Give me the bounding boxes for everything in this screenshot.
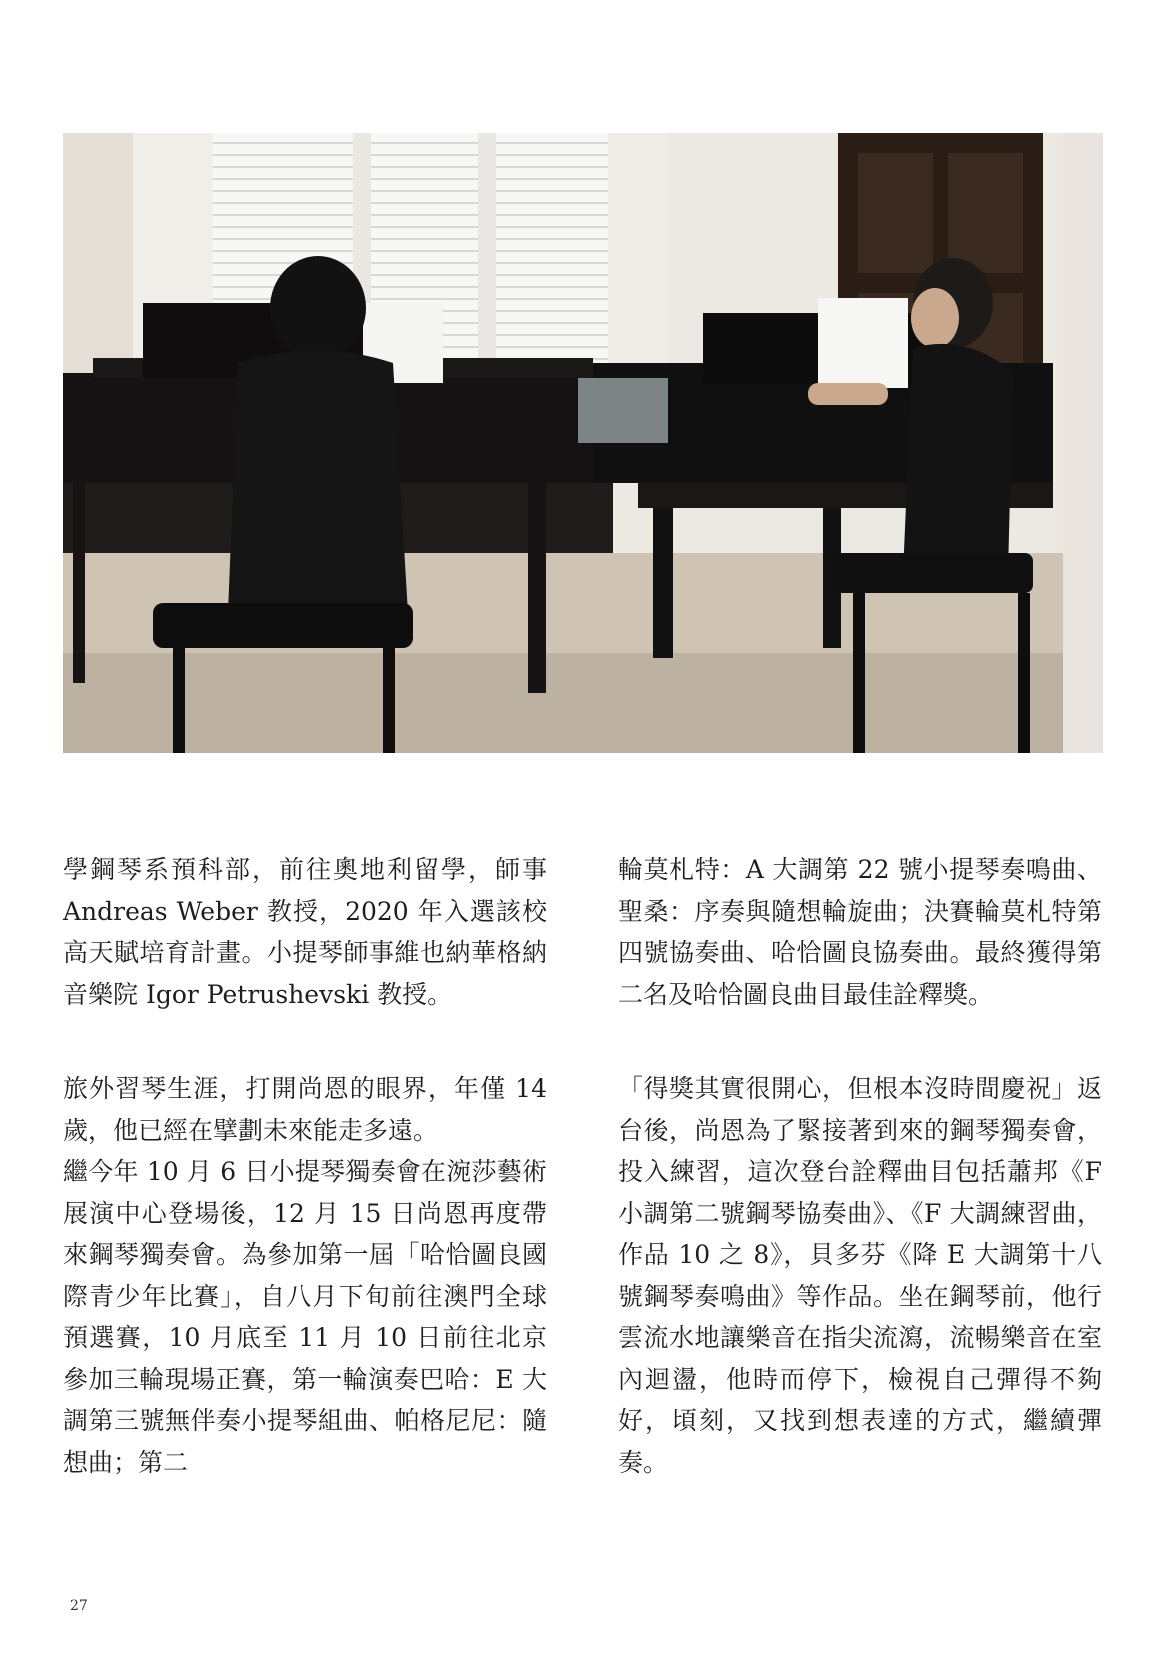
paragraph-gap bbox=[618, 1015, 1102, 1068]
paragraph: 「得獎其實很開心，但根本沒時間慶祝」返台後，尚恩為了緊接著到來的鋼琴獨奏會，投入練習，這次登台詮釋曲目包括蕭邦《F 小調第二號鋼琴協奏曲》、《F 大調練習曲，作品 10 之 8》，貝多芬《降 E 大調第十八號鋼琴奏鳴曲》等作品。坐在鋼琴前，他行雲流水地讓樂音在指尖流瀉，流暢樂音在室內迴盪，他時而停下，檢視自己彈得不夠好，頃刻，又找到想表達的方式，繼續彈奏。 bbox=[618, 1074, 1102, 1477]
paragraph: 繼今年 10 月 6 日小提琴獨奏會在涴莎藝術展演中心登場後，12 月 15 日尚恩再度帶來鋼琴獨奏會。為參加第一屆「哈恰圖良國際青少年比賽」，自八月下旬前往澳門全球預選賽，10 月底至 11 月 10 日前往北京參加三輪現場正賽，第一輪演奏巴哈：E 大調第三號無伴奏小提琴組曲、帕格尼尼：隨想曲；第二 bbox=[63, 1157, 547, 1477]
page-number: 27 bbox=[70, 1598, 88, 1614]
paragraph-gap bbox=[63, 1015, 547, 1068]
article-photo bbox=[63, 133, 1103, 753]
paragraph: 學鋼琴系預科部，前往奧地利留學，師事 Andreas Weber 教授，2020 年入選該校高天賦培育計畫。小提琴師事維也納華格納音樂院 Igor Petrushevski 教授。 bbox=[63, 855, 547, 1009]
article-column-right bbox=[618, 849, 1102, 1483]
paragraph: 旅外習琴生涯，打開尚恩的眼界，年僅 14 歲，他已經在擘劃未來能走多遠。 bbox=[63, 1074, 547, 1145]
paragraph: 輪莫札特：A 大調第 22 號小提琴奏鳴曲、聖桑：序奏與隨想輪旋曲；決賽輪莫札特第四號協奏曲、哈恰圖良協奏曲。最終獲得第二名及哈恰圖良曲目最佳詮釋獎。 bbox=[618, 855, 1102, 1009]
article-column-left bbox=[63, 849, 547, 1483]
